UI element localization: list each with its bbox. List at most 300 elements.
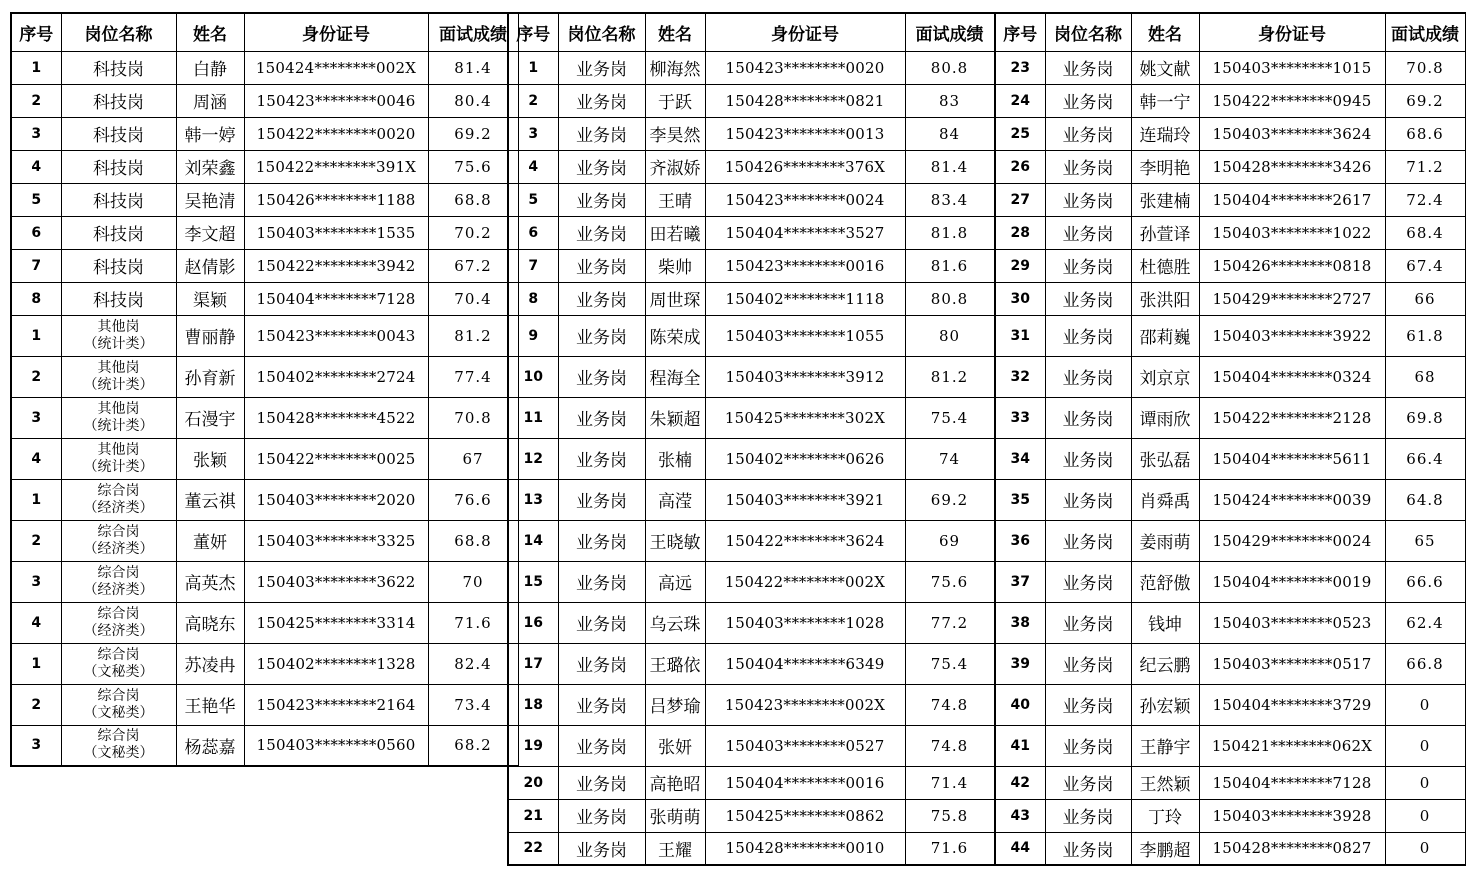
- header-post: 岗位名称: [1045, 13, 1131, 51]
- table-row: [508, 216, 994, 249]
- table-row: [11, 479, 518, 520]
- cell-score: 81.2: [905, 356, 994, 397]
- cell-seq: 29: [995, 249, 1045, 282]
- cell-name: 孙育新: [176, 356, 244, 397]
- cell-name: 李明艳: [1131, 150, 1199, 183]
- cell-post: [558, 397, 645, 438]
- cell-id-number: 150422********0945: [1199, 84, 1385, 117]
- cell-name: 姚文献: [1131, 51, 1199, 84]
- table-row: [995, 520, 1465, 561]
- cell-name: 白静: [176, 51, 244, 84]
- cell-seq: 1: [508, 51, 558, 84]
- cell-score: 75.8: [905, 799, 994, 832]
- cell-seq: 4: [11, 602, 61, 643]
- table-row: [11, 117, 518, 150]
- cell-seq: 2: [11, 684, 61, 725]
- post-line: 业务岗: [576, 697, 627, 717]
- cell-name: 吕梦瑜: [645, 684, 705, 725]
- cell-name: 张萌萌: [645, 799, 705, 832]
- cell-post: [558, 51, 645, 84]
- header-id: 身份证号: [705, 13, 905, 51]
- table-row: [995, 183, 1465, 216]
- cell-score: 0: [1385, 799, 1465, 832]
- cell-score: 75.4: [905, 643, 994, 684]
- cell-post: [61, 561, 176, 602]
- cell-seq: 4: [11, 150, 61, 183]
- table-row: [995, 150, 1465, 183]
- cell-score: 70.4: [428, 282, 518, 315]
- post-line: 科技岗: [93, 258, 144, 278]
- table-row: [11, 602, 518, 643]
- cell-score: 73.4: [428, 684, 518, 725]
- cell-seq: 2: [11, 520, 61, 561]
- table-row: [995, 832, 1465, 865]
- post-line: 业务岗: [1062, 291, 1114, 311]
- cell-id-number: 150404********5611: [1199, 438, 1385, 479]
- post-line: 综合岗: [97, 687, 140, 704]
- cell-id-number: 150428********3426: [1199, 150, 1385, 183]
- table-row: [508, 832, 994, 865]
- header-score: 面试成绩: [905, 13, 994, 51]
- table-row: [995, 799, 1465, 832]
- table-row: [995, 249, 1465, 282]
- cell-score: 67.2: [428, 249, 518, 282]
- cell-score: 68.4: [1385, 216, 1465, 249]
- cell-seq: 32: [995, 356, 1045, 397]
- cell-post: [558, 315, 645, 356]
- cell-seq: 5: [11, 183, 61, 216]
- post-line: 综合岗: [97, 482, 140, 499]
- cell-id-number: 150402********1118: [705, 282, 905, 315]
- cell-id-number: 150403********3912: [705, 356, 905, 397]
- cell-score: 69.8: [1385, 397, 1465, 438]
- post-line: 业务岗: [1062, 328, 1114, 348]
- cell-name: 刘京京: [1131, 356, 1199, 397]
- post-line: 其他岗: [97, 441, 140, 458]
- cell-seq: 6: [11, 216, 61, 249]
- table-row: [995, 315, 1465, 356]
- cell-seq: 43: [995, 799, 1045, 832]
- table-row: [995, 766, 1465, 799]
- cell-post: [558, 602, 645, 643]
- post-line: 业务岗: [1062, 697, 1114, 717]
- cell-score: 70.2: [428, 216, 518, 249]
- cell-post: [61, 602, 176, 643]
- post-line: 业务岗: [576, 60, 627, 80]
- post-line: 科技岗: [93, 291, 144, 311]
- cell-id-number: 150423********2164: [244, 684, 428, 725]
- cell-id-number: 150428********4522: [244, 397, 428, 438]
- cell-name: 乌云珠: [645, 602, 705, 643]
- cell-seq: 44: [995, 832, 1045, 865]
- cell-seq: 14: [508, 520, 558, 561]
- cell-post: [1045, 438, 1131, 479]
- cell-name: 高艳昭: [645, 766, 705, 799]
- table-row: [508, 520, 994, 561]
- cell-seq: 13: [508, 479, 558, 520]
- cell-id-number: 150423********0016: [705, 249, 905, 282]
- cell-score: 68.8: [428, 520, 518, 561]
- cell-post: [1045, 84, 1131, 117]
- cell-score: 81.4: [905, 150, 994, 183]
- cell-seq: 25: [995, 117, 1045, 150]
- cell-name: 王然颖: [1131, 766, 1199, 799]
- table-row: [508, 315, 994, 356]
- cell-score: 74.8: [905, 684, 994, 725]
- post-line: （统计类）: [83, 376, 154, 393]
- cell-id-number: 150403********3928: [1199, 799, 1385, 832]
- cell-seq: 31: [995, 315, 1045, 356]
- cell-score: 82.4: [428, 643, 518, 684]
- cell-id-number: 150404********7128: [1199, 766, 1385, 799]
- post-line: 业务岗: [1062, 533, 1114, 553]
- cell-seq: 5: [508, 183, 558, 216]
- cell-score: 66: [1385, 282, 1465, 315]
- post-line: 综合岗: [97, 728, 140, 745]
- cell-id-number: 150429********2727: [1199, 282, 1385, 315]
- cell-seq: 10: [508, 356, 558, 397]
- table-row: [995, 643, 1465, 684]
- cell-post: [558, 84, 645, 117]
- post-line: 综合岗: [97, 605, 140, 622]
- table-row: [11, 561, 518, 602]
- cell-id-number: 150403********0517: [1199, 643, 1385, 684]
- header-id: 身份证号: [1199, 13, 1385, 51]
- post-line: 业务岗: [576, 291, 627, 311]
- cell-id-number: 150423********0020: [705, 51, 905, 84]
- cell-post: [558, 356, 645, 397]
- cell-post: [1045, 315, 1131, 356]
- cell-name: 董云祺: [176, 479, 244, 520]
- cell-post: [61, 117, 176, 150]
- cell-id-number: 150403********3921: [705, 479, 905, 520]
- cell-score: 77.2: [905, 602, 994, 643]
- table-row: [11, 356, 518, 397]
- post-line: 其他岗: [97, 400, 140, 417]
- cell-name: 孙宏颖: [1131, 684, 1199, 725]
- header-name: 姓名: [645, 13, 705, 51]
- cell-post: [558, 643, 645, 684]
- cell-name: 王艳华: [176, 684, 244, 725]
- table-header-row: [11, 13, 518, 51]
- cell-post: [558, 282, 645, 315]
- cell-score: 66.6: [1385, 561, 1465, 602]
- cell-id-number: 150421********062X: [1199, 725, 1385, 766]
- cell-seq: 1: [11, 315, 61, 356]
- table-row: [508, 51, 994, 84]
- table-row: [11, 643, 518, 684]
- cell-score: 69: [905, 520, 994, 561]
- cell-id-number: 150422********2128: [1199, 397, 1385, 438]
- cell-name: 周世琛: [645, 282, 705, 315]
- table-row: [11, 249, 518, 282]
- cell-id-number: 150403********3325: [244, 520, 428, 561]
- cell-post: [1045, 51, 1131, 84]
- table-row: [508, 438, 994, 479]
- cell-score: 71.6: [905, 832, 994, 865]
- table-row: [11, 84, 518, 117]
- cell-seq: 11: [508, 397, 558, 438]
- cell-post: [1045, 832, 1131, 865]
- cell-score: 75.6: [428, 150, 518, 183]
- cell-seq: 8: [508, 282, 558, 315]
- post-line: 业务岗: [576, 492, 627, 512]
- cell-id-number: 150403********0560: [244, 725, 428, 766]
- cell-seq: 3: [11, 725, 61, 766]
- cell-seq: 28: [995, 216, 1045, 249]
- cell-name: 范舒傲: [1131, 561, 1199, 602]
- cell-post: [61, 356, 176, 397]
- cell-post: [558, 725, 645, 766]
- cell-id-number: 150403********0527: [705, 725, 905, 766]
- cell-id-number: 150429********0024: [1199, 520, 1385, 561]
- header-name: 姓名: [1131, 13, 1199, 51]
- cell-post: [1045, 356, 1131, 397]
- cell-name: 纪云鹏: [1131, 643, 1199, 684]
- cell-seq: 26: [995, 150, 1045, 183]
- cell-post: [558, 684, 645, 725]
- cell-post: [558, 479, 645, 520]
- cell-name: 王璐依: [645, 643, 705, 684]
- cell-post: [61, 84, 176, 117]
- cell-score: 74.8: [905, 725, 994, 766]
- table-row: [11, 183, 518, 216]
- post-line: 业务岗: [1062, 775, 1114, 795]
- header-seq: 序号: [508, 13, 558, 51]
- cell-seq: 35: [995, 479, 1045, 520]
- table-row: [995, 602, 1465, 643]
- cell-seq: 2: [11, 84, 61, 117]
- post-line: 业务岗: [576, 192, 627, 212]
- cell-id-number: 150423********0024: [705, 183, 905, 216]
- cell-post: [61, 249, 176, 282]
- cell-name: 张弘磊: [1131, 438, 1199, 479]
- post-line: 业务岗: [1062, 574, 1114, 594]
- table-row: [995, 216, 1465, 249]
- cell-id-number: 150404********0019: [1199, 561, 1385, 602]
- post-line: 业务岗: [576, 574, 627, 594]
- cell-seq: 30: [995, 282, 1045, 315]
- cell-score: 62.4: [1385, 602, 1465, 643]
- cell-name: 张建楠: [1131, 183, 1199, 216]
- post-line: 科技岗: [93, 60, 144, 80]
- cell-score: 80.4: [428, 84, 518, 117]
- cell-post: [61, 397, 176, 438]
- cell-score: 66.8: [1385, 643, 1465, 684]
- cell-seq: 1: [11, 643, 61, 684]
- header-name: 姓名: [176, 13, 244, 51]
- cell-score: 69.2: [905, 479, 994, 520]
- cell-name: 齐淑娇: [645, 150, 705, 183]
- cell-post: [61, 282, 176, 315]
- header-seq: 序号: [995, 13, 1045, 51]
- cell-name: 韩一宁: [1131, 84, 1199, 117]
- cell-name: 李鹏超: [1131, 832, 1199, 865]
- cell-score: 70.8: [428, 397, 518, 438]
- cell-id-number: 150423********0013: [705, 117, 905, 150]
- cell-post: [1045, 520, 1131, 561]
- post-line: （经济类）: [83, 499, 154, 516]
- cell-post: [61, 216, 176, 249]
- cell-id-number: 150402********2724: [244, 356, 428, 397]
- cell-post: [558, 799, 645, 832]
- cell-id-number: 150426********0818: [1199, 249, 1385, 282]
- cell-seq: 19: [508, 725, 558, 766]
- cell-seq: 1: [11, 51, 61, 84]
- post-line: 业务岗: [576, 225, 627, 245]
- post-line: 业务岗: [576, 808, 627, 828]
- cell-post: [61, 520, 176, 561]
- cell-score: 71.4: [905, 766, 994, 799]
- post-line: 业务岗: [1062, 159, 1114, 179]
- cell-name: 苏凌冉: [176, 643, 244, 684]
- cell-id-number: 150425********302X: [705, 397, 905, 438]
- header-score: 面试成绩: [1385, 13, 1465, 51]
- score-table-left: [10, 12, 519, 767]
- cell-id-number: 150425********3314: [244, 602, 428, 643]
- cell-score: 71.2: [1385, 150, 1465, 183]
- cell-name: 吴艳清: [176, 183, 244, 216]
- cell-score: 71.6: [428, 602, 518, 643]
- cell-score: 70: [428, 561, 518, 602]
- cell-seq: 2: [508, 84, 558, 117]
- post-line: （文秘类）: [83, 745, 154, 762]
- cell-score: 66.4: [1385, 438, 1465, 479]
- cell-score: 83.4: [905, 183, 994, 216]
- cell-score: 77.4: [428, 356, 518, 397]
- header-post: 岗位名称: [558, 13, 645, 51]
- cell-post: [558, 183, 645, 216]
- post-line: 业务岗: [576, 451, 627, 471]
- cell-id-number: 150422********0020: [244, 117, 428, 150]
- cell-post: [1045, 397, 1131, 438]
- post-line: 业务岗: [576, 775, 627, 795]
- cell-seq: 16: [508, 602, 558, 643]
- cell-name: 高滢: [645, 479, 705, 520]
- table-row: [11, 725, 518, 766]
- cell-name: 钱坤: [1131, 602, 1199, 643]
- cell-name: 周涵: [176, 84, 244, 117]
- cell-score: 80: [905, 315, 994, 356]
- cell-id-number: 150422********3624: [705, 520, 905, 561]
- table-row: [508, 479, 994, 520]
- cell-score: 64.8: [1385, 479, 1465, 520]
- cell-post: [1045, 684, 1131, 725]
- post-line: 业务岗: [1062, 126, 1114, 146]
- post-line: 科技岗: [93, 93, 144, 113]
- cell-id-number: 150423********0043: [244, 315, 428, 356]
- cell-name: 王晴: [645, 183, 705, 216]
- cell-score: 75.4: [905, 397, 994, 438]
- cell-name: 高晓东: [176, 602, 244, 643]
- cell-id-number: 150428********0827: [1199, 832, 1385, 865]
- cell-score: 83: [905, 84, 994, 117]
- cell-name: 李文超: [176, 216, 244, 249]
- cell-seq: 3: [508, 117, 558, 150]
- post-line: （统计类）: [83, 458, 154, 475]
- cell-name: 杜德胜: [1131, 249, 1199, 282]
- table-row: [995, 356, 1465, 397]
- post-line: 业务岗: [1062, 60, 1114, 80]
- post-line: 综合岗: [97, 564, 140, 581]
- cell-seq: 39: [995, 643, 1045, 684]
- cell-name: 王耀: [645, 832, 705, 865]
- cell-id-number: 150404********6349: [705, 643, 905, 684]
- cell-post: [558, 117, 645, 150]
- cell-post: [61, 643, 176, 684]
- cell-name: 连瑞玲: [1131, 117, 1199, 150]
- cell-id-number: 150403********1535: [244, 216, 428, 249]
- cell-post: [1045, 150, 1131, 183]
- cell-seq: 40: [995, 684, 1045, 725]
- cell-seq: 20: [508, 766, 558, 799]
- table-row: [995, 117, 1465, 150]
- cell-id-number: 150402********1328: [244, 643, 428, 684]
- cell-name: 渠颖: [176, 282, 244, 315]
- cell-id-number: 150424********002X: [244, 51, 428, 84]
- cell-score: 65: [1385, 520, 1465, 561]
- cell-name: 姜雨萌: [1131, 520, 1199, 561]
- cell-name: 陈荣成: [645, 315, 705, 356]
- cell-name: 李昊然: [645, 117, 705, 150]
- cell-score: 68.2: [428, 725, 518, 766]
- cell-post: [61, 150, 176, 183]
- cell-seq: 18: [508, 684, 558, 725]
- cell-seq: 37: [995, 561, 1045, 602]
- post-line: 业务岗: [1062, 840, 1114, 861]
- post-line: （经济类）: [83, 540, 154, 557]
- table-row: [995, 438, 1465, 479]
- cell-id-number: 150422********002X: [705, 561, 905, 602]
- table-row: [11, 282, 518, 315]
- cell-post: [558, 520, 645, 561]
- table-row: [995, 51, 1465, 84]
- cell-name: 丁玲: [1131, 799, 1199, 832]
- cell-score: 81.6: [905, 249, 994, 282]
- cell-score: 68: [1385, 356, 1465, 397]
- table-row: [11, 684, 518, 725]
- cell-id-number: 150422********0025: [244, 438, 428, 479]
- cell-post: [61, 684, 176, 725]
- cell-score: 69.2: [428, 117, 518, 150]
- cell-seq: 22: [508, 832, 558, 865]
- cell-name: 邵莉巍: [1131, 315, 1199, 356]
- post-line: 业务岗: [576, 533, 627, 553]
- cell-id-number: 150423********0046: [244, 84, 428, 117]
- cell-score: 0: [1385, 684, 1465, 725]
- cell-seq: 41: [995, 725, 1045, 766]
- cell-id-number: 150403********3922: [1199, 315, 1385, 356]
- cell-seq: 33: [995, 397, 1045, 438]
- post-line: 业务岗: [576, 615, 627, 635]
- cell-name: 张楠: [645, 438, 705, 479]
- table-row: [508, 249, 994, 282]
- table-row: [508, 684, 994, 725]
- post-line: 业务岗: [576, 93, 627, 113]
- post-line: 业务岗: [576, 126, 627, 146]
- cell-seq: 27: [995, 183, 1045, 216]
- post-line: （经济类）: [83, 622, 154, 639]
- cell-name: 韩一婷: [176, 117, 244, 150]
- post-line: （统计类）: [83, 335, 154, 352]
- table-header-row: [995, 13, 1465, 51]
- cell-name: 于跃: [645, 84, 705, 117]
- post-line: 业务岗: [1062, 615, 1114, 635]
- header-post: 岗位名称: [61, 13, 176, 51]
- cell-score: 81.2: [428, 315, 518, 356]
- cell-post: [558, 216, 645, 249]
- cell-name: 张颖: [176, 438, 244, 479]
